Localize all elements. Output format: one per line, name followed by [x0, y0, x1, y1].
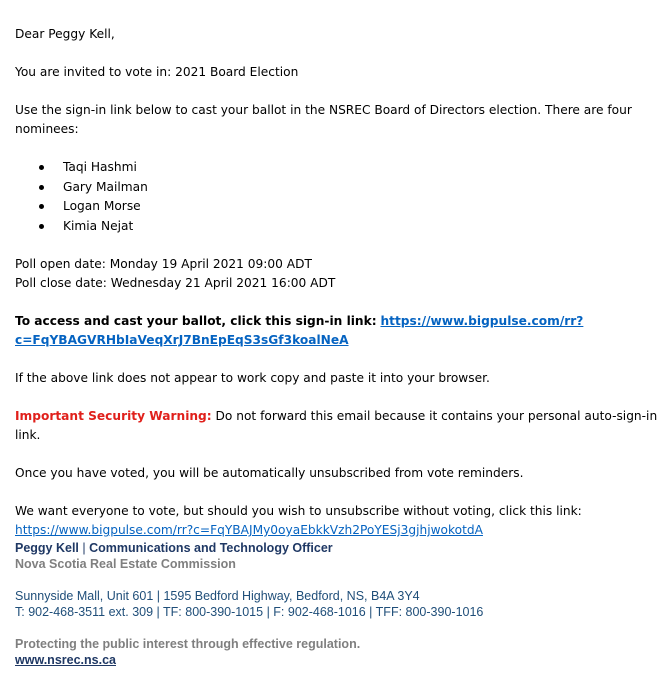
unsubscribed-note: Once you have voted, you will be automatically unsubscribed from vote reminders. — [15, 466, 524, 480]
list-item — [15, 158, 660, 178]
access-paragraph — [15, 312, 660, 350]
unsubscribe-link[interactable]: https://www.bigpulse.com/rr?c=FqYBAJMy0oyaEbkkVzh2PoYESj3gjhjwokotdA — [15, 523, 483, 537]
signature-address: Sunnyside Mall, Unit 601 | 1595 Bedford Highway, Bedford, NS, B4A 3Y4 — [15, 589, 420, 603]
nominee-name: Taqi Hashmi — [63, 160, 137, 174]
nominee-name: Gary Mailman — [63, 179, 148, 194]
poll-open-date: Poll open date: Monday 19 April 2021 09:00 ADT — [15, 257, 312, 271]
signature-name: Peggy Kell — [15, 541, 79, 555]
signature-name-line — [15, 540, 660, 556]
email-body — [15, 25, 660, 540]
invite-line: You are invited to vote in: 2021 Board Election — [15, 65, 299, 79]
nominee-name: Kimia Nejat — [63, 218, 134, 233]
nominee-list — [15, 158, 660, 236]
list-item — [15, 197, 660, 217]
bullet-icon — [39, 224, 44, 229]
sign-in-link-part1[interactable]: https://www.bigpulse.com/rr? — [380, 314, 584, 328]
signature-title: Communications and Technology Officer — [89, 541, 333, 555]
bullet-icon — [39, 185, 44, 190]
copy-paste-note: If the above link does not appear to work copy and paste it into your browser. — [15, 371, 490, 385]
greeting: Dear Peggy Kell, — [15, 27, 115, 41]
security-warning — [15, 407, 660, 445]
signature-motto: Protecting the public interest through effective regulation. — [15, 637, 361, 651]
unsubscribe-paragraph — [15, 521, 660, 540]
list-item — [15, 178, 660, 198]
bullet-icon — [39, 204, 44, 209]
list-item — [15, 217, 660, 237]
website-link[interactable]: www.nsrec.ns.ca — [15, 653, 116, 667]
signature-org: Nova Scotia Real Estate Commission — [15, 557, 236, 571]
intro-paragraph: Use the sign-in link below to cast your ballot in the NSREC Board of Directors election. There are four nominees: — [15, 103, 632, 136]
signature-phones: T: 902-468-3511 ext. 309 | TF: 800-390-1015 | F: 902-468-1016 | TFF: 800-390-1016 — [15, 605, 484, 619]
nominee-name: Logan Morse — [63, 199, 141, 213]
security-warning-label: Important Security Warning: — [15, 409, 212, 423]
security-warning-text: Do not forward this email because it contains your personal auto-sign-in link. — [15, 409, 658, 442]
poll-close-date: Poll close date: Wednesday 21 April 2021 16:00 ADT — [15, 276, 336, 290]
unsubscribe-text: We want everyone to vote, but should you wish to unsubscribe without voting, click this link: — [15, 504, 582, 518]
email-signature — [15, 540, 660, 668]
access-label: To access and cast your ballot, click this sign-in link: — [15, 314, 377, 328]
sign-in-link-part2[interactable]: c=FqYBAGVRHbIaVeqXrJ7BnEpEqS3sGf3koalNeA — [15, 333, 349, 347]
signature-separator: | — [78, 541, 90, 555]
bullet-icon — [39, 165, 44, 170]
